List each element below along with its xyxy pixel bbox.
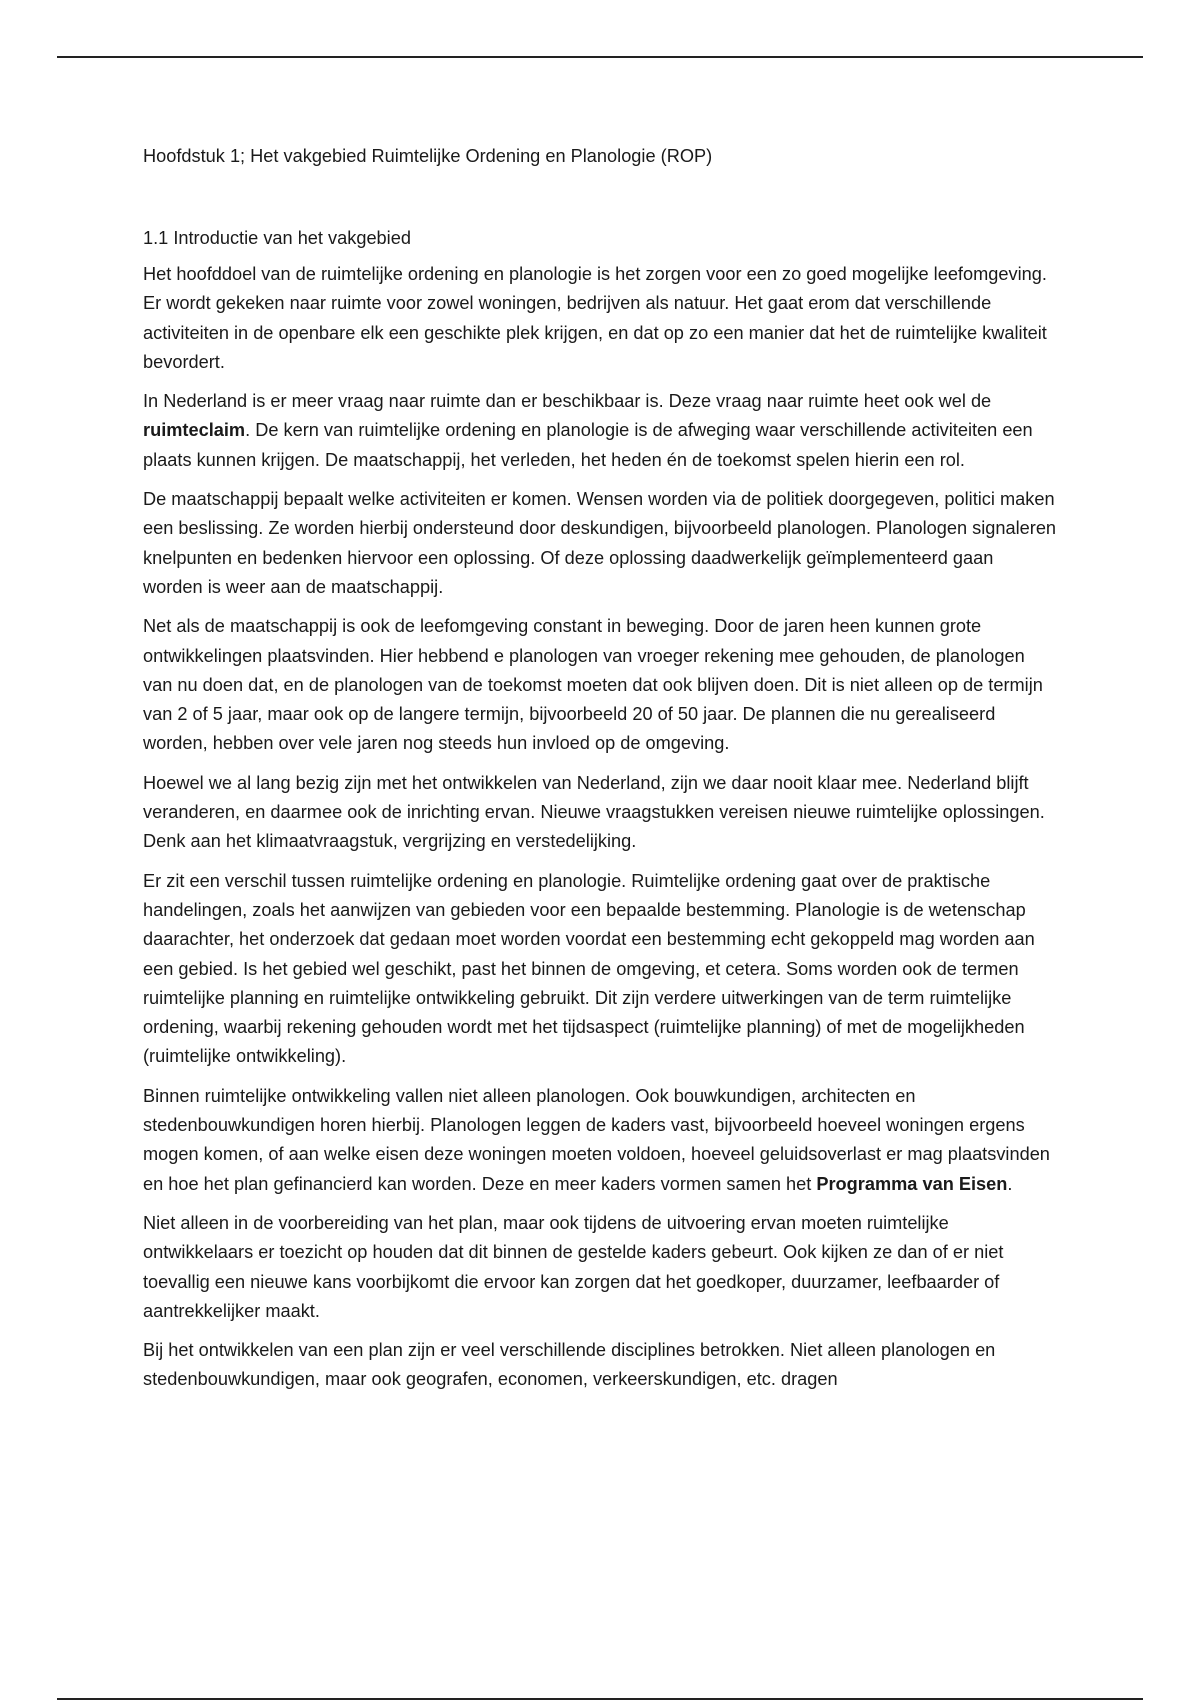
paragraph	[143, 1209, 1058, 1326]
document-body	[143, 144, 1058, 1405]
paragraph-text: Niet alleen in de voorbereiding van het plan, maar ook tijdens de uitvoering ervan moeten ruimtelijke ontwikkelaars er toezicht op houden dat dit binnen de gestelde kaders gebeurt. Ook kijken ze dan of er niet toevallig een nieuwe kans voorbijkomt die ervoor kan zorgen dat het goedkoper, duurzamer, leefbaarder of aantrekkelijker maakt.	[143, 1212, 1004, 1321]
paragraph-text: Bij het ontwikkelen van een plan zijn er veel verschillende disciplines betrokken. Niet alleen planologen en stedenbouwkundigen, maar ook geografen, economen, verkeerskundigen, etc. dragen	[143, 1340, 996, 1390]
paragraph-text: Binnen ruimtelijke ontwikkeling vallen niet alleen planologen. Ook bouwkundigen, architecten en stedenbouwkundigen horen hierbij. Planologen leggen de kaders vast, bijvoorbeeld hoeveel woningen ergens mogen komen, of aan welke eisen deze woningen moeten voldoen, hoeveel geluidsoverlast er mag plaatsvinden en hoe het plan gefinancierd kan worden. Deze en meer kaders vormen samen het	[143, 1085, 1050, 1194]
paragraph-text: Er zit een verschil tussen ruimtelijke ordening en planologie. Ruimtelijke ordening gaat over de praktische handelingen, zoals het aanwijzen van gebieden voor een bepaalde bestemming. Planologie is de wetenschap daarachter, het onderzoek dat gedaan moet worden voordat een bestemming echt gekoppeld mag worden aan een gebied. Is het gebied wel geschikt, past het binnen de omgeving, et cetera. Soms worden ook de termen ruimtelijke planning en ruimtelijke ontwikkeling gebruikt. Dit zijn verdere uitwerkingen van de term ruimtelijke ordening, waarbij rekening gehouden wordt met het tijdsaspect (ruimtelijke planning) of met de mogelijkheden (ruimtelijke ontwikkeling).	[143, 870, 1035, 1067]
paragraph-text: . De kern van ruimtelijke ordening en planologie is de afweging waar verschillende activiteiten een plaats kunnen krijgen. De maatschappij, het verleden, het heden én de toekomst spelen hierin een rol.	[143, 420, 1033, 470]
term-ruimteclaim: ruimteclaim	[143, 420, 246, 441]
chapter-title: Hoofdstuk 1; Het vakgebied Ruimtelijke Ordening en Planologie (ROP)	[143, 146, 713, 166]
section-title: 1.1 Introductie van het vakgebied	[143, 228, 411, 248]
paragraph	[143, 867, 1058, 1072]
paragraph-text: Het hoofddoel van de ruimtelijke ordening en planologie is het zorgen voor een zo goed mogelijke leefomgeving. Er wordt gekeken naar ruimte voor zowel woningen, bedrijven als natuur. Het gaat erom dat verschillende activiteiten in de openbare elk een geschikte plek krijgen, en dat op zo een manier dat het de ruimtelijke kwaliteit bevordert.	[143, 264, 1047, 372]
paragraph	[143, 1082, 1058, 1199]
term-programma-van-eisen: Programma van Eisen	[816, 1173, 1008, 1194]
paragraph	[143, 387, 1058, 475]
paragraph	[143, 485, 1058, 602]
paragraph-text: .	[1007, 1173, 1013, 1194]
paragraph	[143, 612, 1058, 758]
paragraph-text: In Nederland is er meer vraag naar ruimte dan er beschikbaar is. Deze vraag naar ruimte heet ook wel de	[143, 391, 992, 412]
top-rule	[57, 56, 1143, 58]
paragraph-text: Hoewel we al lang bezig zijn met het ontwikkelen van Nederland, zijn we daar nooit klaar mee. Nederland blijft veranderen, en daarmee ook de inrichting ervan. Nieuwe vraagstukken vereisen nieuwe ruimtelijke oplossingen. Denk aan het klimaatvraagstuk, vergrijzing en verstedelijking.	[143, 772, 1045, 852]
paragraph	[143, 769, 1058, 857]
paragraph-text: De maatschappij bepaalt welke activiteiten er komen. Wensen worden via de politiek doorgegeven, politici maken een beslissing. Ze worden hierbij ondersteund door deskundigen, bijvoorbeeld planologen. Planologen signaleren knelpunten en bedenken hiervoor een oplossing. Of deze oplossing daadwerkelijk geïmplementeerd gaan worden is weer aan de maatschappij.	[143, 489, 1057, 597]
paragraph	[143, 260, 1058, 377]
paragraph-text: Net als de maatschappij is ook de leefomgeving constant in beweging. Door de jaren heen kunnen grote ontwikkelingen plaatsvinden. Hier hebbend e planologen van vroeger rekening mee gehouden, de planologen van nu doen dat, en de planologen van de toekomst moeten dat ook blijven doen. Dit is niet alleen op de termijn van 2 of 5 jaar, maar ook op de langere termijn, bijvoorbeeld 20 of 50 jaar. De plannen die nu gerealiseerd worden, hebben over vele jaren nog steeds hun invloed op de omgeving.	[143, 616, 1043, 754]
paragraph	[143, 1336, 1058, 1395]
